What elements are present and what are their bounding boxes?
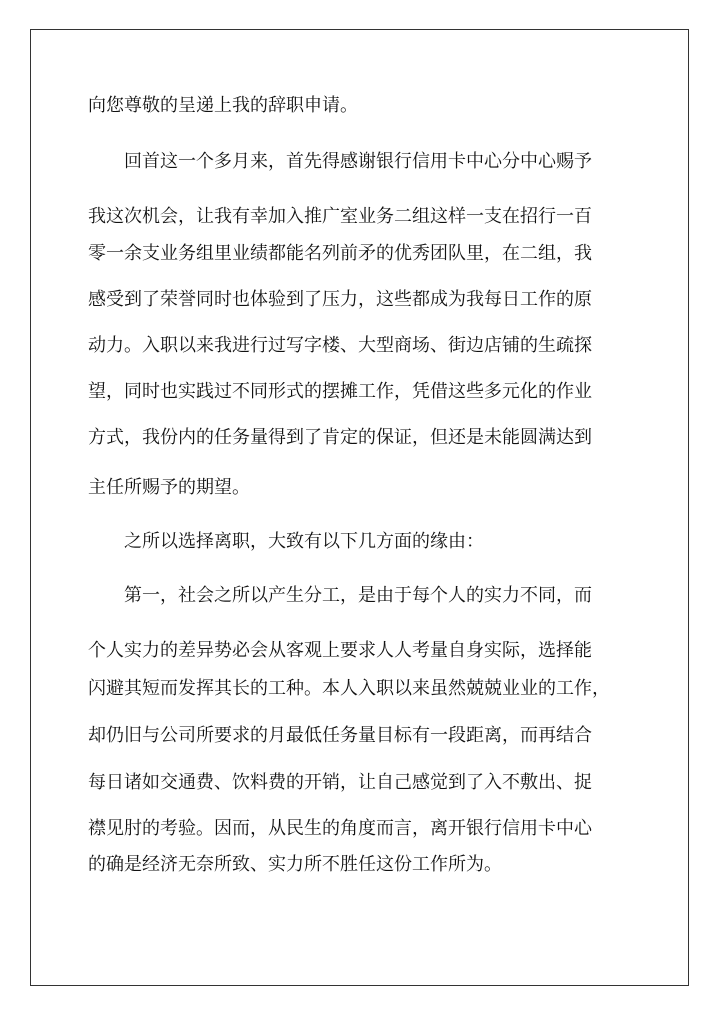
text-line: 动力。入职以来我进行过写字楼、大型商场、街边店铺的生疏探 (88, 335, 592, 356)
text-line: 向您尊敬的呈递上我的辞职申请。 (88, 95, 358, 116)
text-line: 襟见肘的考验。因而，从民生的角度而言，离开银行信用卡中心 (88, 818, 592, 839)
text-line: 方式，我份内的任务量得到了肯定的保证，但还是未能圆满达到 (88, 427, 592, 448)
text-line: 却仍旧与公司所要求的月最低任务量目标有一段距离，而再结合 (88, 725, 592, 746)
text-line: 每日诸如交通费、饮料费的开销，让自己感觉到了入不敷出、捉 (88, 772, 592, 793)
paragraph-first-line: 第一，社会之所以产生分工，是由于每个人的实力不同，而 (124, 585, 592, 606)
text-line: 零一余支业务组里业绩都能名列前矛的优秀团队里，在二组，我 (88, 243, 592, 264)
paragraph-first-line: 之所以选择离职，大致有以下几方面的缘由： (124, 531, 484, 552)
text-line: 主任所赐予的期望。 (88, 477, 250, 498)
text-line: 的确是经济无奈所致、实力所不胜任这份工作所为。 (88, 854, 502, 875)
paragraph-first-line: 回首这一个多月来，首先得感谢银行信用卡中心分中心赐予 (124, 151, 592, 172)
text-line: 我这次机会，让我有幸加入推广室业务二组这样一支在招行一百 (88, 206, 592, 227)
text-line: 闪避其短而发挥其长的工种。本人入职以来虽然兢兢业业的工作， (88, 678, 610, 699)
text-line: 个人实力的差异势必会从客观上要求人人考量自身实际，选择能 (88, 640, 592, 661)
text-line: 望，同时也实践过不同形式的摆摊工作，凭借这些多元化的作业 (88, 381, 592, 402)
document-page (30, 29, 689, 986)
text-line: 感受到了荣誉同时也体验到了压力，这些都成为我每日工作的原 (88, 289, 592, 310)
